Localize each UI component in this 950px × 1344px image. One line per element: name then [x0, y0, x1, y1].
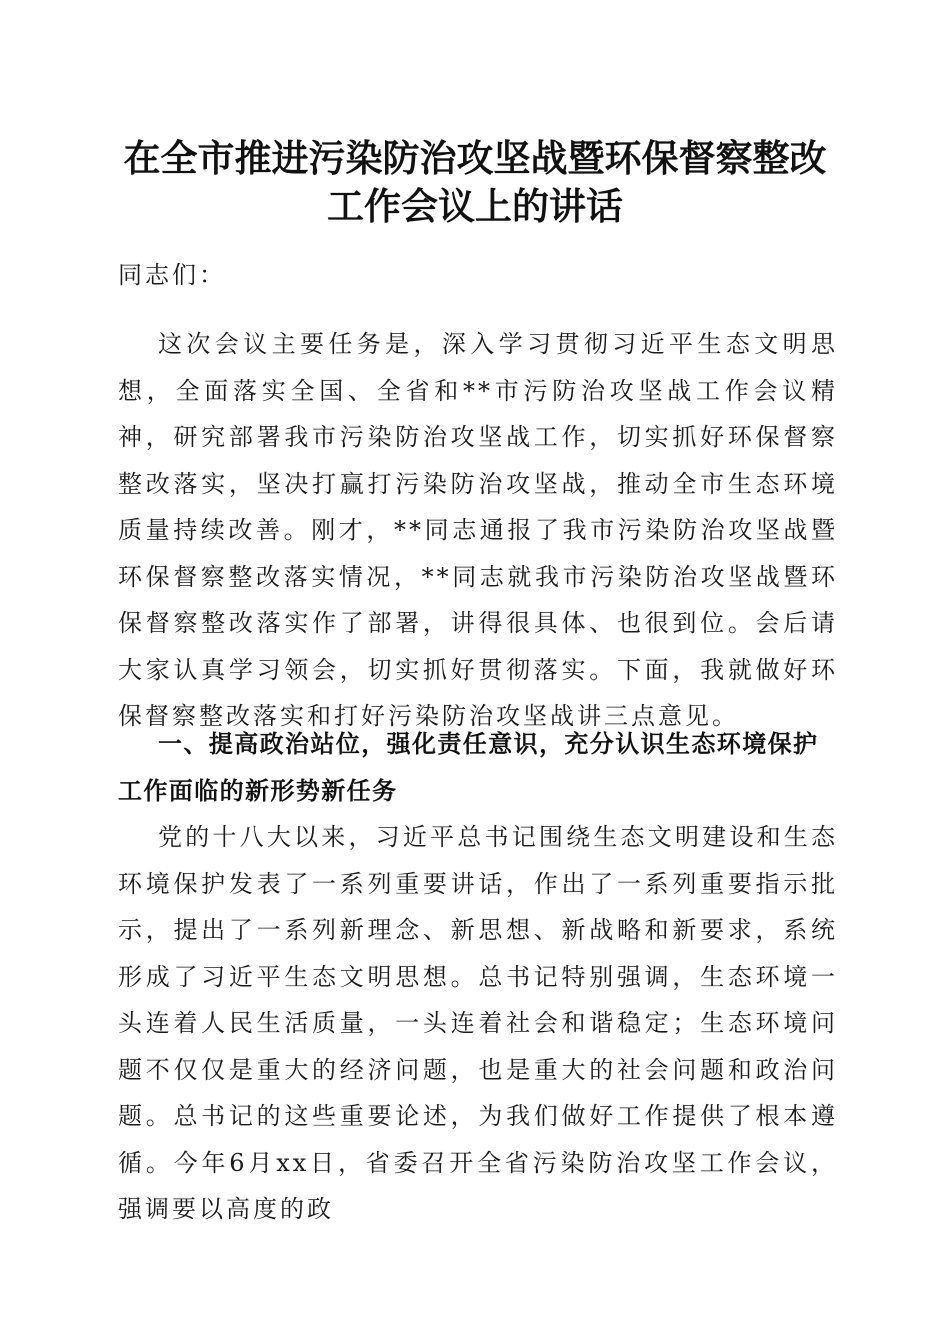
section-heading: 一、提高政治站位，强化责任意识，充分认识生态环境保护工作面临的新形势新任务 — [118, 730, 819, 805]
opening-paragraph: 这次会议主要任务是，深入学习贯彻习近平生态文明思想，全面落实全国、全省和**市污防治攻坚战工作会议精神，研究部署我市污染防治攻坚战工作，切实抓好环保督察整改落实，坚决打赢打污染防治攻坚战，推动全市生态环境质量持续改善。刚才，**同志通报了我市污染防治攻坚战暨环保督察整改落实情况，**同志就我市污染防治攻坚战暨环保督察整改落实作了部署，讲得很具体、也很到位。会后请大家认真学习领会，切实抓好贯彻落实。下面，我就做好环保督察整改落实和打好污染防治攻坚战讲三点意见。 — [118, 330, 838, 730]
section-paragraph: 党的十八大以来，习近平总书记围绕生态文明建设和生态环境保护发表了一系列重要讲话，作出了一系列重要指示批示，提出了一系列新理念、新思想、新战略和新要求，系统形成了习近平生态文明思想。总书记特别强调，生态环境一头连着人民生活质量，一头连着社会和谐稳定；生态环境问题不仅仅是重大的经济问题，也是重大的社会问题和政治问题。总书记的这些重要论述，为我们做好工作提供了根本遵循。今年6月xx日，省委召开全省污染防治攻坚工作会议，强调要以高度的政 — [118, 823, 838, 1223]
salutation: 同志们： — [118, 261, 226, 289]
document-title: 在全市推进污染防治攻坚战暨环保督察整改工作会议上的讲话 — [123, 136, 827, 228]
